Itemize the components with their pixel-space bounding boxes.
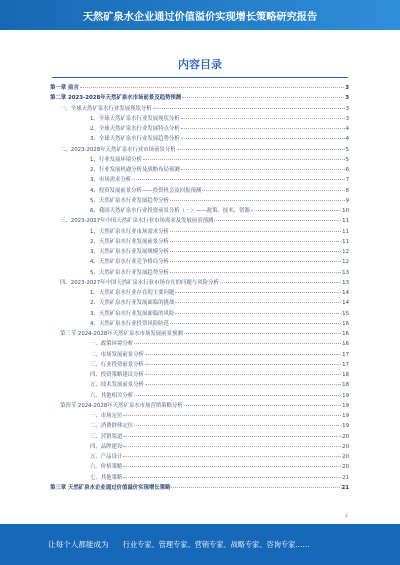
toc-entry-label: 4、天然矿泉水行业投资风险防范 [90, 320, 169, 327]
toc-leader-dots [251, 210, 341, 211]
toc-entry-label: 五、技术发展前景分析 [90, 382, 144, 389]
toc-entry[interactable] [90, 238, 349, 246]
toc-entry[interactable] [90, 299, 349, 307]
toc-entry-page: 8 [345, 187, 349, 194]
toc-entry-label: 第一章 前言 [50, 85, 79, 91]
toc-entry-label: 五、产品设计 [90, 454, 123, 460]
toc-entry[interactable] [90, 422, 349, 430]
toc-leader-dots [182, 97, 344, 98]
toc-leader-dots [123, 466, 341, 467]
toc-entry[interactable] [90, 361, 349, 369]
toc-entry-label: 1、全球天然矿泉水行业发展现状分析 [90, 115, 180, 122]
toc-entry[interactable] [60, 217, 349, 225]
toc-entry-page: 14 [342, 290, 349, 296]
toc-title: 内容目录 [178, 58, 222, 71]
toc-entry-page: 16 [342, 320, 349, 327]
toc-entry[interactable] [90, 269, 349, 277]
toc-leader-dots [170, 323, 341, 324]
toc-entry-page: 3 [345, 95, 349, 102]
toc-entry-page: 16 [342, 331, 349, 337]
toc-entry-label: 2、全球天然矿泉水行业发展特点分析 [90, 126, 180, 132]
toc-entry-page: 13 [342, 279, 349, 286]
toc-entry-label: 四、2023-2027年中国天然矿泉水行业市场存在的问题与风险分析 [60, 279, 219, 286]
toc-entry-label: 七、其他策略 [90, 474, 123, 481]
toc-entry[interactable] [90, 463, 349, 471]
toc-entry-label: 第四节 2024-2028年天然矿泉水市场营销策略分析 [60, 402, 183, 409]
toc-leader-dots [123, 436, 341, 437]
toc-entry-label: 六、其他相关分析 [90, 392, 134, 399]
toc-entry-label: 第三章 天然矿泉水企业通过价值溢价实现增长策略 [50, 484, 171, 491]
toc-entry[interactable] [90, 433, 349, 441]
toc-entry[interactable] [90, 443, 349, 451]
toc-leader-dots [132, 179, 344, 180]
toc-entry-label: 3、市场需求分析 [90, 177, 132, 184]
toc-entry[interactable] [60, 330, 349, 338]
toc-entry-label: 3、天然矿泉水行业发展面临的风险 [90, 310, 175, 317]
toc-entry-page: 20 [342, 454, 349, 460]
toc-entry-label: 6、我国天然矿泉水行业投资前景分析（一）——政策、技术、资源 [90, 208, 250, 214]
toc-entry[interactable] [90, 258, 349, 266]
toc-leader-dots [123, 415, 341, 416]
page-number: 2 [345, 514, 348, 519]
footer-slogan: 让每个人都能成为 [48, 540, 109, 549]
toc-entry-label: 2、天然矿泉水行业发展面临的挑战 [90, 300, 175, 307]
toc-entry[interactable] [60, 146, 349, 154]
toc-entry-page: 11 [342, 228, 349, 235]
toc-leader-dots [214, 220, 341, 221]
toc-entry-label: 三、营销渠道 [90, 433, 123, 440]
toc-entry[interactable] [90, 207, 349, 215]
toc-leader-dots [202, 190, 344, 191]
toc-entry-page: 18 [342, 372, 349, 378]
toc-entry-page: 3 [345, 115, 349, 122]
toc-entry-label: 二、消费群体定位 [90, 423, 134, 430]
toc-entry-page: 20 [342, 464, 349, 471]
toc-entry[interactable] [90, 412, 349, 420]
toc-entry-page: 6 [345, 167, 349, 173]
toc-leader-dots [175, 313, 341, 314]
toc-entry-label: 2、天然矿泉水行业发展前景分析 [90, 238, 169, 245]
toc-leader-dots [143, 159, 345, 160]
toc-entry-label: 第二章 2023-2028年天然矿泉水市场前景及趋势预测 [50, 95, 182, 102]
toc-entry[interactable] [90, 125, 349, 133]
toc-leader-dots [134, 343, 341, 344]
toc-entry[interactable] [90, 320, 349, 328]
toc-leader-dots [170, 241, 341, 242]
toc-entry[interactable] [90, 381, 349, 389]
toc-entry-page: 3 [345, 85, 349, 91]
toc-leader-dots [170, 251, 341, 252]
toc-entry-page: 17 [342, 351, 349, 358]
toc-leader-dots [181, 138, 345, 139]
toc-entry-page: 12 [342, 259, 349, 266]
toc-leader-dots [145, 364, 341, 365]
toc-leader-dots [153, 108, 345, 109]
toc-leader-dots [145, 374, 341, 375]
toc-entry[interactable] [90, 197, 349, 205]
toc-leader-dots [145, 354, 341, 355]
toc-entry-page: 9 [345, 197, 349, 204]
toc-entry[interactable] [90, 166, 349, 174]
toc-entry[interactable] [90, 351, 349, 359]
toc-entry-label: 三、2023-2027年中国天然矿泉水行业市场需求及发展前景预测 [60, 218, 214, 225]
toc-entry-page: 17 [342, 361, 349, 368]
toc-entry[interactable] [90, 176, 349, 184]
toc-entry[interactable] [90, 156, 349, 164]
toc-leader-dots [220, 282, 341, 283]
toc-entry-label: 第三节 2024-2028年天然矿泉水市场发展前景预测 [60, 331, 183, 337]
toc-entry-page: 12 [342, 249, 349, 255]
toc-leader-dots [145, 384, 341, 385]
toc-entry-label: 三、行业投资前景分析 [90, 361, 144, 368]
toc-entry[interactable] [90, 115, 349, 123]
toc-leader-dots [175, 302, 341, 303]
toc-entry[interactable] [90, 392, 349, 400]
toc-leader-dots [170, 261, 341, 262]
toc-entry-page: 19 [342, 402, 349, 409]
toc-entry-page: 4 [345, 126, 349, 132]
toc-leader-dots [181, 128, 345, 129]
toc-entry-page: 21 [342, 474, 349, 481]
toc-entry-label: 四、品牌建设 [90, 443, 123, 450]
toc-leader-dots [80, 87, 344, 88]
toc-entry[interactable] [90, 289, 349, 297]
toc-entry-label: 5、天然矿泉水行业发展趋势分析 [90, 269, 169, 276]
toc-entry[interactable] [90, 340, 349, 348]
toc-entry[interactable] [90, 228, 349, 236]
toc-entry[interactable] [90, 248, 349, 256]
toc-entry-page: 5 [345, 156, 349, 163]
toc-entry-page: 7 [345, 177, 349, 184]
toc-entry-label: 二、市场发展前景分析 [90, 351, 144, 358]
toc-entry[interactable] [50, 94, 349, 102]
toc-entry-label: 1、天然矿泉水行业存在的主要问题 [90, 290, 175, 296]
toc-leader-dots [171, 487, 340, 488]
toc-entry-page: 14 [342, 300, 349, 307]
toc-entry[interactable] [90, 371, 349, 379]
toc-entry-label: 4、天然矿泉水行业竞争格局分析 [90, 259, 169, 266]
toc-entry-label: 3、天然矿泉水行业发展规模分析 [90, 249, 169, 255]
toc-entry[interactable] [90, 135, 349, 143]
toc-leader-dots [134, 395, 341, 396]
toc-entry-label: 一、全球天然矿泉水行业发展现状分析 [60, 105, 152, 112]
toc-leader-dots [184, 333, 341, 334]
toc-leader-dots [170, 231, 341, 232]
toc-leader-dots [123, 477, 341, 478]
toc-entry[interactable] [60, 279, 349, 287]
toc-leader-dots [175, 292, 341, 293]
footer-banner [0, 524, 400, 565]
toc-entry-label: 一、政策环境分析 [90, 341, 134, 348]
toc-entry-page: 11 [342, 218, 349, 225]
toc-entry-label: 六、价格策略 [90, 464, 123, 471]
toc-entry-label: 3、全球天然矿泉水行业发展趋势分析 [90, 136, 180, 143]
toc-entry-page: 10 [342, 208, 349, 214]
toc-entry-page: 16 [342, 341, 349, 348]
toc-entry-page: 20 [342, 433, 349, 440]
toc-entry-page: 18 [342, 382, 349, 389]
toc-entry-label: 1、行业发展环境分析 [90, 156, 142, 163]
report-title: 天然矿泉水企业通过价值溢价实现增长策略研究报告 [82, 11, 318, 23]
toc-entry[interactable] [90, 453, 349, 461]
toc-entry-label: 4、投资发展前景分析——投资机会及回报预测 [90, 187, 202, 194]
toc-entry[interactable] [90, 310, 349, 318]
toc-entry-page: 19 [342, 392, 349, 399]
toc-leader-dots [181, 169, 345, 170]
toc-entry-label: 5、天然矿泉水行业发展趋势分析 [90, 197, 169, 204]
toc-entry-page: 15 [342, 310, 349, 317]
toc-entry-page: 19 [342, 413, 349, 419]
toc-leader-dots [181, 118, 345, 119]
toc-leader-dots [170, 272, 341, 273]
toc-entry-page: 20 [342, 443, 349, 450]
toc-divider [52, 77, 348, 78]
toc-entry-label: 2、行业发展机遇分析及战略布局预测 [90, 167, 180, 173]
toc-entry-label: 一、市场定位 [90, 413, 123, 419]
footer-tagline: 行业专家、管理专家、营销专家、战略专家、咨询专家…… [122, 539, 310, 549]
toc-entry-page: 3 [345, 105, 349, 112]
toc-entry[interactable] [50, 484, 349, 492]
toc-entry-page: 19 [342, 423, 349, 430]
toc-entry[interactable] [60, 105, 349, 113]
toc-leader-dots [123, 456, 341, 457]
toc-entry-label: 四、投资策略建议分析 [90, 372, 144, 378]
toc-entry[interactable] [60, 402, 349, 410]
toc-entry-page: 5 [345, 146, 349, 153]
toc-leader-dots [134, 425, 341, 426]
toc-entry[interactable] [90, 474, 349, 482]
toc-leader-dots [123, 446, 341, 447]
toc-entry[interactable] [50, 84, 349, 92]
toc-entry-page: 11 [342, 238, 349, 245]
toc-entry[interactable] [90, 187, 349, 195]
toc-entry-page: 4 [345, 136, 349, 143]
toc-leader-dots [170, 200, 345, 201]
report-header [0, 0, 400, 30]
toc-leader-dots [184, 405, 341, 406]
toc-entry-label: 1、天然矿泉水行业市场需求分析 [90, 228, 169, 235]
toc-leader-dots [177, 149, 345, 150]
toc-entry-page: 21 [341, 484, 349, 491]
toc-entry-page: 13 [342, 269, 349, 276]
toc-entry-label: 二、2023-2028年天然矿泉水行业市场前景分析 [60, 146, 176, 153]
